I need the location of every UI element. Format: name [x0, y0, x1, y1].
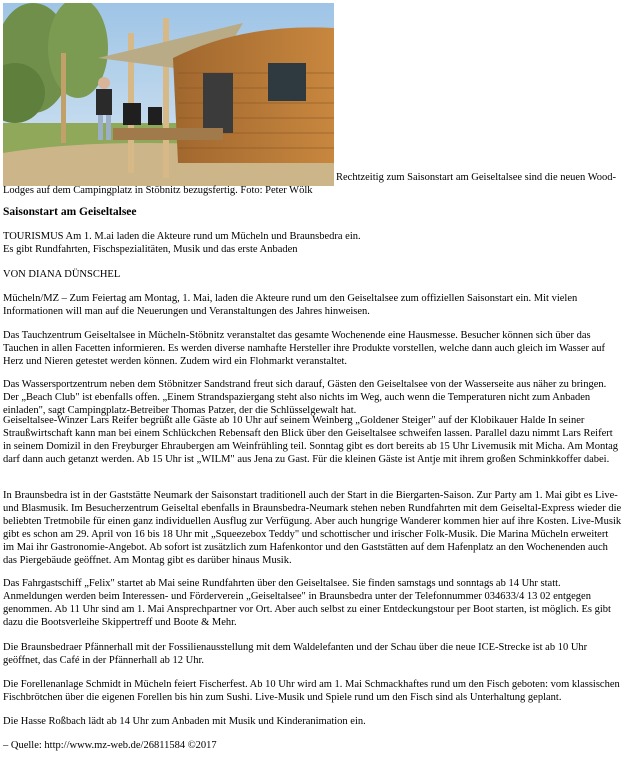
paragraph-line: beliebten Tretmobile für einen ganz individuellen Ausflug zur Verfügung. Aber auch hungrige Wanderer kommen hier auf ihre Kosten. Live-Musik: [3, 516, 622, 527]
paragraph-line: Die Braunsbedraer Pfännerhall mit der Fossilienausstellung mit dem Waldelefanten und der Schau über die neue ICE-Strecke ist ab 10 Uhr: [3, 642, 588, 653]
paragraph-line: dazu die Bootsverleihe Skippertreff und Boote & Mehr.: [3, 617, 237, 628]
paragraph-line: Die Forellenanlage Schmidt in Mücheln feiert Fischerfest. Ab 10 Uhr wird am 1. Mai Schmackhaftes rund um den Fisch geboten: vom klassischen: [3, 679, 620, 690]
paragraph-line: darf dann auch getanzt werden. Ab 15 Uhr ist „WILM" aus Jena zu Gast. Für die kleinen Gäste ist Antje mit ihrem großen Schminkkoffer dabei.: [3, 454, 610, 465]
article-paragraph: [3, 641, 633, 667]
paragraph-line: in seinem Domizil in den Freyburger Ehraubergen am Weinfrühling teil. Sonntag gibt es dort bereits ab 15 Uhr Livemusik mit Micha. Am Montag: [3, 441, 619, 452]
paragraph-line: einladen", sagt Campingplatz-Betreiber Thomas Patzer, der die Schlüsselgewalt hat.: [3, 405, 357, 416]
article-headline: Saisonstart am Geiseltalsee: [3, 206, 137, 218]
article-photo: [3, 3, 334, 186]
article-paragraph: [3, 489, 633, 567]
paragraph-line: Das Tauchzentrum Geiseltalsee in Mücheln-Stöbnitz veranstaltet das gesamte Wochenende eine Hausmesse. Besucher können sich über das: [3, 330, 591, 341]
paragraph-line: Herz und Nieren getestet werden können. Zudem wird ein Flohmarkt veranstaltet.: [3, 356, 348, 367]
photo-wood-lodges-icon: [3, 3, 334, 186]
paragraph-line: Mücheln/MZ – Zum Feiertag am Montag, 1. Mai, laden die Akteure rund um den Geiseltalsee zum offiziellen Saisonstart ein. Mit vielen: [3, 293, 578, 304]
article-author: VON DIANA DÜNSCHEL: [3, 269, 121, 280]
paragraph-line: genommen. Ab 11 Uhr sind am 1. Mai Ansprechpartner vor Ort. Aber auch selbst zu einer Entdeckungstour per Boot starten, ist möglich. Es gibt: [3, 604, 611, 615]
article-paragraph: [3, 378, 633, 417]
paragraph-line: das Piergebäude geöffnet. Am Montag gibt es darüber hinaus Musik.: [3, 555, 292, 566]
paragraph-line: Anmeldungen werden beim Interessen- und Förderverein „Geiseltalsee" in Braunsbedra unter der Telefonnummer 034633/4 13 02 entgegen: [3, 591, 591, 602]
kicker-line: Es gibt Rundfahrten, Fischspezialitäten, Musik und das erste Anbaden: [3, 244, 298, 255]
article-paragraph: [3, 715, 633, 728]
article-paragraph: [3, 678, 633, 704]
article-kicker: [3, 230, 633, 256]
paragraph-line: gibt es schon am 29. April von 16 bis 18 Uhr mit „Squeezebox Teddy" und schottischer und irischer Folk-Musik. Die Marina Mücheln erweitert: [3, 529, 609, 540]
paragraph-line: Das Fahrgastschiff „Felix" startet ab Mai seine Rundfahrten über den Geiseltalsee. Sie finden samstags und sonntags ab 14 Uhr statt.: [3, 578, 561, 589]
paragraph-line: im Mai ihr Gastronomie-Angebot. Ab sofort ist zusätzlich zum Hafenkontor und den Gaststätten auf dem Hafenplatz an den Wochenenden auch: [3, 542, 608, 553]
article-paragraph: [3, 329, 633, 368]
paragraph-line: Straußwirtschaft kann man bei einem Schlückchen Rebensaft den Blick über den Geiseltalsee schweifen lassen. Parallel dazu nimmt Lars Reifert: [3, 428, 613, 439]
paragraph-line: Geiseltalsee-Winzer Lars Reifer begrüßt alle Gäste ab 10 Uhr auf seinem Weinberg „Goldener Steiger" auf der Klobikauer Halde In seiner: [3, 415, 585, 426]
paragraph-line: und Blasmusik. Im Besucherzentrum Geiseltal ebenfalls in Braunsbedra-Neumark stehen neben Rundfahrten mit dem Geiseltal-Express wieder die: [3, 503, 622, 514]
kicker-line: TOURISMUS Am 1. M.ai laden die Akteure rund um Mücheln und Braunsbedra ein.: [3, 231, 361, 242]
article-source: – Quelle: http://www.mz-web.de/26811584 ©2017: [3, 740, 217, 751]
article-paragraph: [3, 577, 633, 629]
photo-caption-continued: Lodges auf dem Campingplatz in Stöbnitz bezugsfertig. Foto: Peter Wölk: [3, 185, 313, 196]
paragraph-line: Tauchen in allen Facetten informieren. Es werden diverse namhafte Hersteller ihre Produkte vorstellen, welche dann auch gleich im Wasser auf: [3, 343, 606, 354]
article-paragraph: [3, 292, 633, 318]
paragraph-line: Der „Beach Club" ist ebenfalls offen. „Einem Strandspaziergang steht also nichts im Weg, auch wenn die Temperaturen nicht zum Anbaden: [3, 392, 591, 403]
paragraph-line: In Braunsbedra ist in der Gaststätte Neumark der Saisonstart traditionell auch der Start in die Biergarten-Saison. Zur Party am 1. Mai gibt es Live-: [3, 490, 618, 501]
paragraph-line: Das Wassersportzentrum neben dem Stöbnitzer Sandstrand freut sich darauf, Gästen den Geiseltalsee von der Wasserseite aus näher zu bringen.: [3, 379, 607, 390]
paragraph-line: Die Hasse Roßbach lädt ab 14 Uhr zum Anbaden mit Musik und Kinderanimation ein.: [3, 716, 366, 727]
paragraph-line: Fischbrötchen über die eigenen Forellen bis hin zum Sushi. Live-Musik und Spiele rund um den Fisch sind als Unterhaltung geplant.: [3, 692, 562, 703]
article-paragraph: [3, 414, 633, 466]
paragraph-line: Informationen will man auf die Neuerungen und Veranstaltungen des Jahres hinweisen.: [3, 306, 370, 317]
paragraph-line: geöffnet, das Café in der Pfännerhall ab 12 Uhr.: [3, 655, 204, 666]
photo-caption: Rechtzeitig zum Saisonstart am Geiseltalsee sind die neuen Wood-: [336, 172, 617, 183]
